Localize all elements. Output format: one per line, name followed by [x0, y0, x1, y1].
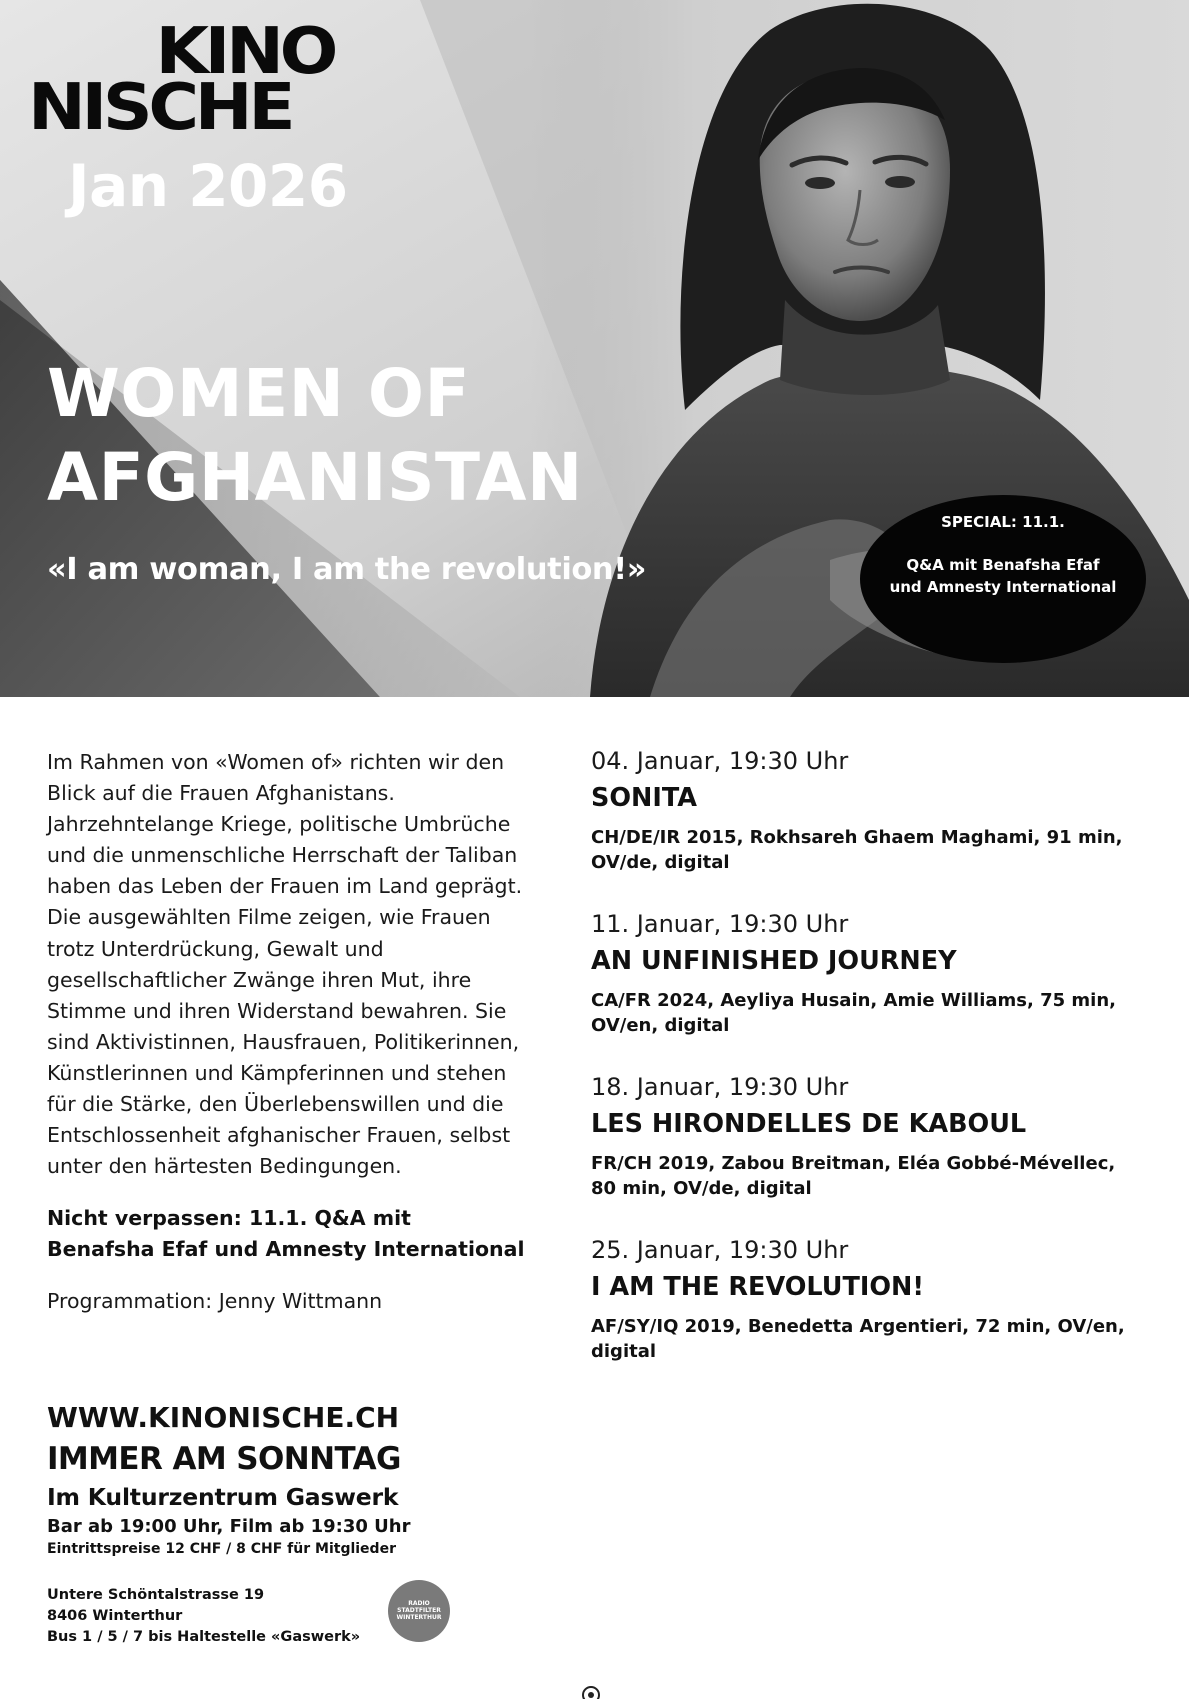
venue-name: Im Kulturzentrum Gaswerk: [47, 1483, 399, 1511]
special-event-badge: [860, 495, 1146, 663]
event-date: 04. Januar, 19:30 Uhr: [591, 747, 849, 775]
event-details-line: OV/de, digital: [591, 852, 730, 873]
event-details-line: OV/en, digital: [591, 1015, 730, 1036]
event-details-line: AF/SY/IQ 2019, Benedetta Argentieri, 72 min, OV/en,: [591, 1316, 1125, 1337]
event-details: [591, 1314, 1171, 1364]
special-badge-line-2: und Amnesty International: [889, 578, 1117, 596]
address-bus: Bus 1 / 5 / 7 bis Haltestelle «Gaswerk»: [47, 1629, 361, 1645]
schedule-item: [591, 1071, 1171, 1201]
special-badge-head: SPECIAL: 11.1.: [941, 513, 1065, 531]
series-quote: «I am woman, I am the revolution!»: [47, 552, 647, 587]
registration-mark-icon: [582, 1686, 600, 1699]
event-details-line: 80 min, OV/de, digital: [591, 1178, 812, 1199]
kinonische-logo: [28, 15, 335, 145]
screening-days: IMMER AM SONNTAG: [47, 1441, 401, 1477]
intro-line: Entschlossenheit afghanischer Frauen, selbst: [47, 1123, 511, 1148]
intro-line: Künstlerinnen und Kämpferinnen und stehen: [47, 1060, 507, 1085]
event-details-line: digital: [591, 1341, 657, 1362]
intro-line: trotz Unterdrückung, Gewalt und: [47, 936, 384, 961]
programming-credit: Programmation: Jenny Wittmann: [47, 1289, 383, 1313]
schedule-item: [591, 908, 1171, 1038]
venue-info: [47, 1398, 410, 1559]
intro-line: Die ausgewählten Filme zeigen, wie Frauen: [47, 905, 491, 930]
series-title: [47, 352, 583, 520]
schedule-item: [591, 1234, 1171, 1364]
address-street: Untere Schöntalstrasse 19: [47, 1587, 265, 1603]
logo-line-1: KINO: [155, 15, 335, 89]
radio-logo-line: RADIO: [408, 1600, 430, 1607]
hero-banner: [0, 0, 1189, 697]
event-title: LES HIRONDELLES DE KABOUL: [591, 1109, 1027, 1139]
intro-line: Im Rahmen von «Women of» richten wir den: [47, 750, 505, 774]
series-title-line-1: WOMEN OF: [47, 355, 471, 432]
intro-line: und die unmenschliche Herrschaft der Taliban: [47, 843, 518, 868]
intro-line: gesellschaftlicher Zwänge ihren Mut, ihre: [47, 967, 472, 992]
series-title-line-2: AFGHANISTAN: [47, 439, 583, 516]
program-month: Jan 2026: [68, 152, 348, 220]
intro-line: unter den härtesten Bedingungen.: [47, 1154, 402, 1179]
intro-line: sind Aktivistinnen, Hausfrauen, Politikerinnen,: [47, 1029, 520, 1054]
event-details: [591, 1151, 1171, 1201]
event-details-line: CH/DE/IR 2015, Rokhsareh Ghaem Maghami, 91 min,: [591, 827, 1123, 848]
intro-line: Blick auf die Frauen Afghanistans.: [47, 781, 395, 806]
radio-logo-line: STADTFILTER: [397, 1607, 441, 1614]
radio-logo-text: [388, 1600, 450, 1621]
highlight-line-1: Nicht verpassen: 11.1. Q&A mit: [47, 1206, 411, 1230]
event-date: 11. Januar, 19:30 Uhr: [591, 910, 849, 938]
event-title: I AM THE REVOLUTION!: [591, 1272, 924, 1302]
intro-line: Stimme und ihren Widerstand bewahren. Sie: [47, 998, 507, 1023]
event-date: 18. Januar, 19:30 Uhr: [591, 1073, 849, 1101]
radio-stadtfilter-logo: [388, 1580, 450, 1642]
venue-address: [47, 1585, 360, 1648]
intro-text: [47, 747, 567, 1182]
logo-line-2: NISCHE: [28, 71, 292, 145]
event-details-line: FR/CH 2019, Zabou Breitman, Eléa Gobbé-Mévellec,: [591, 1153, 1116, 1174]
event-details: [591, 988, 1171, 1038]
event-title: AN UNFINISHED JOURNEY: [591, 946, 957, 976]
intro-line: Jahrzehntelange Kriege, politische Umbrüche: [47, 812, 511, 837]
ticket-prices: Eintrittspreise 12 CHF / 8 CHF für Mitglieder: [47, 1541, 396, 1557]
opening-times: Bar ab 19:00 Uhr, Film ab 19:30 Uhr: [47, 1516, 411, 1537]
schedule-item: [591, 745, 1171, 875]
website-link[interactable]: WWW.KINONISCHE.CH: [47, 1401, 400, 1434]
special-badge-line-1: Q&A mit Benafsha Efaf: [906, 556, 1100, 574]
radio-logo-line: WINTERTHUR: [396, 1614, 442, 1621]
intro-line: für die Stärke, den Überlebenswillen und die: [47, 1092, 504, 1117]
event-date: 25. Januar, 19:30 Uhr: [591, 1236, 849, 1264]
event-title: SONITA: [591, 783, 698, 813]
event-details-line: CA/FR 2024, Aeyliya Husain, Amie Williams, 75 min,: [591, 990, 1117, 1011]
highlight-line-2: Benafsha Efaf und Amnesty International: [47, 1237, 525, 1261]
event-details: [591, 825, 1171, 875]
address-city: 8406 Winterthur: [47, 1608, 183, 1624]
special-badge-body: [860, 554, 1146, 598]
intro-line: haben das Leben der Frauen im Land geprägt.: [47, 874, 523, 899]
highlight-note: [47, 1203, 525, 1265]
